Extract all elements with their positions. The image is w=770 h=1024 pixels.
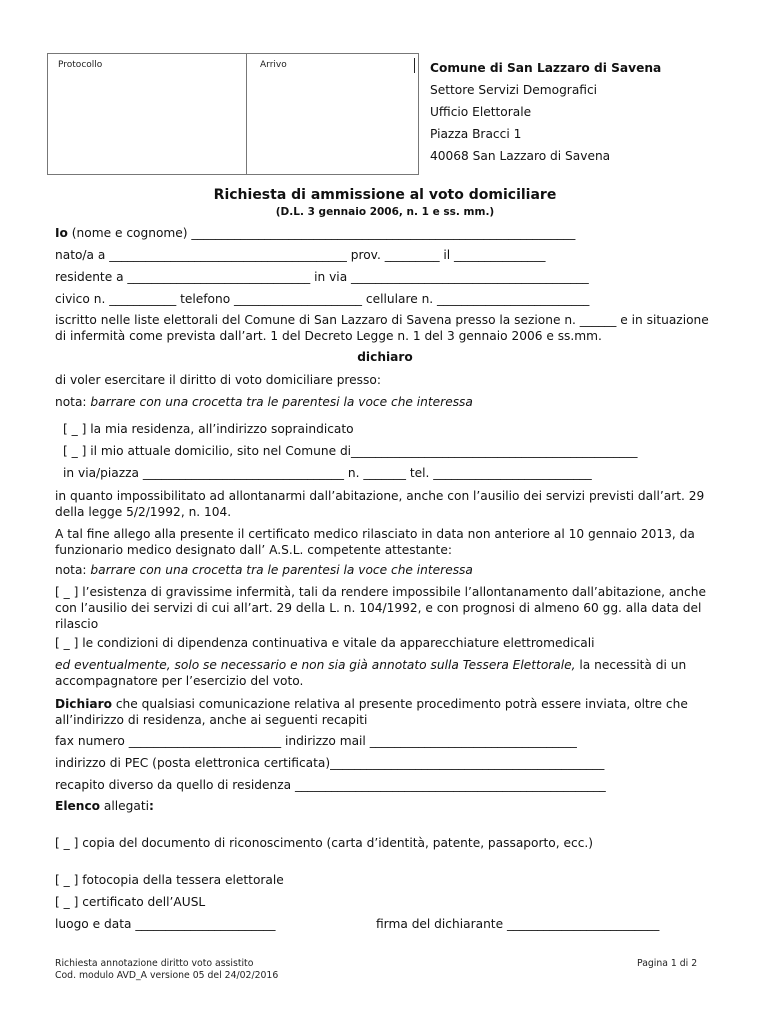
address-sector: Settore Servizi Demografici: [430, 83, 598, 97]
document-title: Richiesta di ammissione al voto domiciliare: [213, 187, 557, 203]
eventual-paragraph: [55, 657, 720, 689]
impossibilitato-paragraph: in quanto impossibilitato ad allontanarmi dall’abitazione, anche con l’ausilio dei servizi previsti dall’art. 29 della legge 5/2/1992, n. 104.: [55, 489, 705, 519]
dichiaro2-paragraph: [55, 696, 720, 728]
nota-label: nota:: [55, 395, 91, 409]
protocollo-label: Protocollo: [58, 60, 103, 70]
cursor-mark: [414, 58, 415, 73]
allegato-documento[interactable]: [ _ ] copia del documento di riconoscimento (carta d’identità, patente, passaporto, ecc.): [55, 836, 594, 850]
dichiaro2-text: che qualsiasi comunicazione relativa al presente procedimento potrà essere inviata, oltre che all’indirizzo di residenza, anche ai seguenti recapiti: [55, 697, 688, 727]
nota2-label: nota:: [55, 563, 91, 577]
elenco-label: Elenco: [55, 799, 101, 813]
box-divider: [246, 54, 247, 174]
nota2-text: barrare con una crocetta tra le parentesi la voce che interessa: [90, 563, 473, 577]
condition-infermita[interactable]: [ _ ] l’esistenza di gravissime infermità, tali da rendere impossibile l’allontanamento dall’abitazione, anche con l’ausilio dei servizi di cui all’art. 29 della L. n. 104/1992, e con prognosi di almeno 60 gg. alla data del rilascio: [55, 585, 706, 631]
nato-field[interactable]: nato/a a _______________________________________ prov. _________ il _______________: [55, 248, 546, 262]
elenco-heading: [55, 799, 154, 813]
option-residenza[interactable]: [ _ ] la mia residenza, all’indirizzo sopraindicato: [63, 422, 354, 436]
firma-field[interactable]: firma del dichiarante _________________________: [376, 917, 660, 931]
civico-field[interactable]: civico n. ___________ telefono _____________________ cellulare n. _________________________: [55, 292, 590, 306]
io-label: Io: [55, 226, 68, 240]
address-office: Comune di San Lazzaro di Savena: [430, 61, 662, 75]
allegato-ausl[interactable]: [ _ ] certificato dell’AUSL: [55, 895, 206, 909]
elenco-rest: allegati: [100, 799, 150, 813]
io-rest: (nome e cognome) _______________________________________________________________: [67, 226, 576, 240]
residente-field[interactable]: residente a ______________________________ in via _______________________________________: [55, 270, 589, 284]
allego-paragraph: A tal fine allego alla presente il certificato medico rilasciato in data non anteriore al 10 gennaio 2013, da funzionario medico designato dall’ A.S.L. competente attestante:: [55, 527, 695, 557]
dichiaro-heading: dichiaro: [357, 350, 413, 364]
footer-title: Richiesta annotazione diritto voto assistito: [55, 958, 254, 969]
nota-text: barrare con una crocetta tra le parentesi la voce che interessa: [90, 395, 473, 409]
option-domicilio[interactable]: [ _ ] il mio attuale domicilio, sito nel Comune di_______________________________________________: [63, 444, 638, 458]
address-street: Piazza Bracci 1: [430, 127, 522, 141]
io-field[interactable]: [55, 226, 575, 240]
footer-code: Cod. modulo AVD_A versione 05 del 24/02/2016: [55, 970, 279, 981]
voto-intro: di voler esercitare il diritto di voto domiciliare presso:: [55, 373, 381, 387]
via-field[interactable]: in via/piazza _________________________________ n. _______ tel. __________________________: [63, 466, 592, 480]
protocol-box: [47, 53, 419, 175]
eventual-italic: ed eventualmente, solo se necessario e non sia già annotato sulla Tessera Elettorale,: [55, 658, 576, 672]
recapito-field[interactable]: recapito diverso da quello di residenza ___________________________________________________: [55, 778, 606, 792]
condition-apparecchiature[interactable]: [ _ ] le condizioni di dipendenza continuativa e vitale da apparecchiature elettromedicali: [55, 636, 595, 650]
eventual-rest: la necessità di un accompagnatore per l’esercizio del voto.: [55, 658, 687, 688]
allegato-tessera[interactable]: [ _ ] fotocopia della tessera elettorale: [55, 873, 284, 887]
address-unit: Ufficio Elettorale: [430, 105, 532, 119]
nota-line: [55, 395, 473, 409]
address-city: 40068 San Lazzaro di Savena: [430, 149, 611, 163]
dichiaro2-label: Dichiaro: [55, 697, 112, 711]
page-number: Pagina 1 di 2: [637, 958, 698, 969]
iscritto-paragraph: iscritto nelle liste elettorali del Comune di San Lazzaro di Savena presso la sezione n. ______ e in situazione di infermità come prevista dall’art. 1 del Decreto Legge n. 1 del 3 gennaio 2006 e ss.mm.: [55, 313, 709, 343]
pec-field[interactable]: indirizzo di PEC (posta elettronica certificata)_____________________________________________: [55, 756, 605, 770]
elenco-colon: :: [149, 799, 154, 813]
fax-mail-field[interactable]: fax numero _________________________ indirizzo mail __________________________________: [55, 734, 577, 748]
arrivo-label: Arrivo: [260, 60, 287, 70]
luogo-data-field[interactable]: luogo e data _______________________: [55, 917, 276, 931]
document-subtitle: (D.L. 3 gennaio 2006, n. 1 e ss. mm.): [275, 206, 495, 218]
nota2-line: [55, 563, 473, 577]
